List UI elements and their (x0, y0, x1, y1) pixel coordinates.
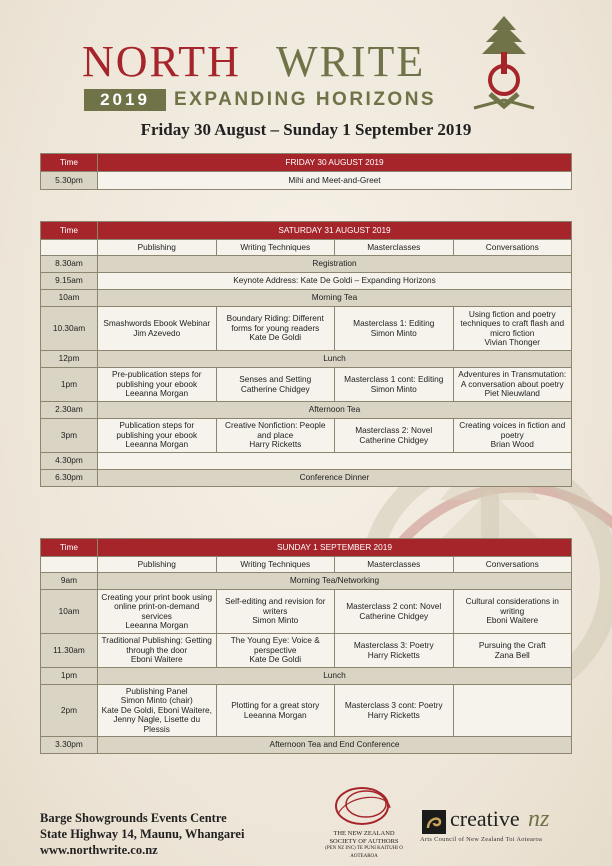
stream-label: Publishing (98, 240, 217, 256)
session-cell: Conference Dinner (98, 470, 572, 487)
session-cell: Masterclass 3 cont: Poetry Harry Ricketts (335, 685, 454, 737)
event-dates: Friday 30 August – Sunday 1 September 2019 (140, 120, 472, 139)
friday-table (40, 153, 572, 190)
time-header: Time (41, 539, 98, 557)
time-cell: 2pm (41, 685, 98, 737)
time-cell: 9.15am (41, 273, 98, 290)
session-cell: The Young Eye: Voice & perspective Kate De Goldi (216, 634, 335, 668)
table-row (41, 685, 572, 737)
title-write: WRITE (276, 37, 426, 86)
time-cell: 8.30am (41, 256, 98, 273)
session-cell: Creating your print book using online print-on-demand services Leeanna Morgan (98, 590, 217, 634)
creativenz-nz: nz (528, 806, 550, 832)
day-header: SATURDAY 31 AUGUST 2019 (98, 222, 572, 240)
session-cell: Registration (98, 256, 572, 273)
creativenz-koru-icon (422, 810, 446, 834)
table-row (41, 307, 572, 351)
table-row (41, 470, 572, 487)
table-row (41, 290, 572, 307)
saturday-table (40, 221, 572, 487)
stream-label: Writing Techniques (216, 557, 335, 573)
creativenz-word: creative (450, 806, 520, 831)
subtitle: EXPANDING HORIZONS (174, 89, 437, 110)
time-cell: 5.30pm (41, 172, 98, 190)
session-cell: Senses and Setting Catherine Chidgey (216, 368, 335, 402)
table-row (41, 419, 572, 453)
session-cell: Morning Tea/Networking (98, 573, 572, 590)
nzsa-line2: SOCIETY OF AUTHORS (329, 837, 399, 845)
website-link[interactable]: www.northwrite.co.nz (40, 843, 158, 857)
time-cell: 10am (41, 590, 98, 634)
venue-name: Barge Showgrounds Events Centre (40, 811, 227, 825)
northwrite-tree-logo (470, 12, 538, 112)
friday-header-row (41, 154, 572, 172)
session-cell: Publishing Panel Simon Minto (chair) Kate De Goldi, Eboni Waitere, Jenny Nagle, Lisette du Plessis (98, 685, 217, 737)
venue-address: State Highway 14, Maunu, Whangarei (40, 827, 245, 841)
session-cell: Adventures in Transmutation: A conversation about poetry Piet Nieuwland (453, 368, 572, 402)
title-north: NORTH (82, 37, 241, 86)
time-cell: 1pm (41, 668, 98, 685)
time-cell (41, 557, 98, 573)
session-cell: Self-editing and revision for writers Simon Minto (216, 590, 335, 634)
session-cell: Masterclass 3: Poetry Harry Ricketts (335, 634, 454, 668)
session-cell: Using fiction and poetry techniques to craft flash and micro fiction Vivian Thonger (453, 307, 572, 351)
sunday-header-row (41, 539, 572, 557)
venue-block (40, 810, 244, 858)
table-row (41, 351, 572, 368)
session-cell: Pursuing the Craft Zana Bell (453, 634, 572, 668)
table-row (41, 453, 572, 470)
time-cell: 4.30pm (41, 453, 98, 470)
session-cell: Masterclass 2 cont: Novel Catherine Chidgey (335, 590, 454, 634)
table-row (41, 573, 572, 590)
time-cell: 2.30am (41, 402, 98, 419)
stream-label: Publishing (98, 557, 217, 573)
session-cell: Cultural considerations in writing Eboni Waitere (453, 590, 572, 634)
table-row (41, 402, 572, 419)
session-cell: Lunch (98, 668, 572, 685)
table-row (41, 737, 572, 754)
stream-label: Masterclasses (335, 557, 454, 573)
table-row (41, 273, 572, 290)
time-cell: 12pm (41, 351, 98, 368)
stream-label: Writing Techniques (216, 240, 335, 256)
time-cell: 1pm (41, 368, 98, 402)
nzsa-line3: (PEN NZ INC) TE PUNI KAITUHI O AOTEAROA (325, 846, 403, 859)
year-badge: 2019 (84, 89, 166, 111)
time-cell (41, 240, 98, 256)
session-cell: Smashwords Ebook Webinar Jim Azevedo (98, 307, 217, 351)
session-cell: Masterclass 1: Editing Simon Minto (335, 307, 454, 351)
session-cell: Creative Nonfiction: People and place Harry Ricketts (216, 419, 335, 453)
session-cell: Publication steps for publishing your ebook Leeanna Morgan (98, 419, 217, 453)
session-cell: Plotting for a great story Leeanna Morgan (216, 685, 335, 737)
stream-row (41, 557, 572, 573)
time-cell: 6.30pm (41, 470, 98, 487)
table-row (41, 172, 572, 190)
time-cell: 3pm (41, 419, 98, 453)
session-cell (98, 453, 572, 470)
creativenz-tagline: Arts Council of New Zealand Toi Aotearoa (420, 836, 543, 843)
session-cell: Traditional Publishing: Getting through the door Eboni Waitere (98, 634, 217, 668)
stream-label: Conversations (453, 240, 572, 256)
time-cell: 9am (41, 573, 98, 590)
stream-label: Conversations (453, 557, 572, 573)
session-cell: Lunch (98, 351, 572, 368)
sunday-table (40, 538, 572, 754)
session-cell: Mihi and Meet-and-Greet (98, 172, 572, 190)
session-cell: Morning Tea (98, 290, 572, 307)
day-header: SUNDAY 1 SEPTEMBER 2019 (98, 539, 572, 557)
session-cell: Pre-publication steps for publishing your ebook Leeanna Morgan (98, 368, 217, 402)
table-row (41, 256, 572, 273)
session-cell: Masterclass 2: Novel Catherine Chidgey (335, 419, 454, 453)
time-cell: 11.30am (41, 634, 98, 668)
table-row (41, 368, 572, 402)
saturday-header-row (41, 222, 572, 240)
session-cell: Afternoon Tea and End Conference (98, 737, 572, 754)
time-cell: 10am (41, 290, 98, 307)
stream-row (41, 240, 572, 256)
stream-label: Masterclasses (335, 240, 454, 256)
day-header: FRIDAY 30 AUGUST 2019 (98, 154, 572, 172)
session-cell: Creating voices in fiction and poetry Brian Wood (453, 419, 572, 453)
nzsa-text (312, 830, 416, 860)
session-cell: Boundary Riding: Different forms for young readers Kate De Goldi (216, 307, 335, 351)
time-header: Time (41, 222, 98, 240)
session-cell (453, 685, 572, 737)
time-cell: 10.30am (41, 307, 98, 351)
table-row (41, 590, 572, 634)
table-row (41, 668, 572, 685)
nzsa-line1: THE NEW ZEALAND (333, 830, 395, 837)
table-row (41, 634, 572, 668)
session-cell: Keynote Address: Kate De Goldi – Expanding Horizons (98, 273, 572, 290)
time-cell: 3.30pm (41, 737, 98, 754)
session-cell: Masterclass 1 cont: Editing Simon Minto (335, 368, 454, 402)
session-cell: Afternoon Tea (98, 402, 572, 419)
time-header: Time (41, 154, 98, 172)
